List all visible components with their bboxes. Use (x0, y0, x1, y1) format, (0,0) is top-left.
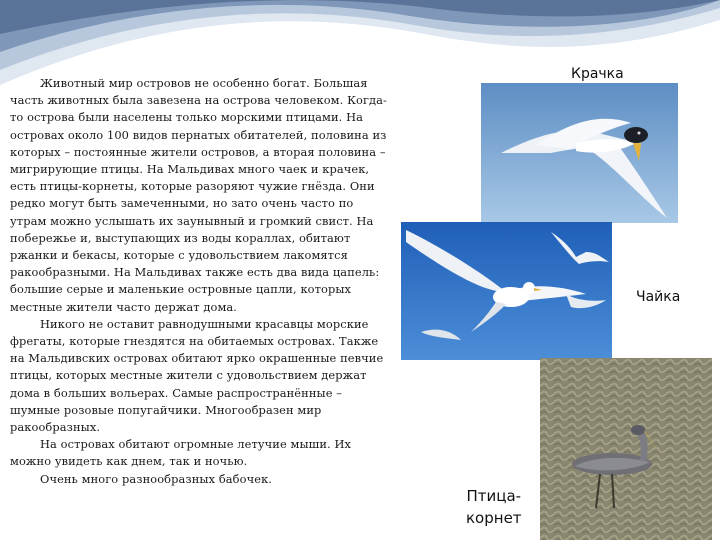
gull-photo (401, 222, 612, 360)
caption-gull: Чайка (636, 289, 681, 305)
paragraph: Животный мир островов не особенно богат. Большая часть животных была завезена на острова человеком. Когда-то острова были населены только морскими птицами. На островах около 100 видов пернатых обитателей, половина из которых – постоянные жители островов, а вторая половина – мигрирующие птицы. На Мальдивах много чаек и крачек, есть птицы-корнеты, которые разоряют чужие гнёзда. Они редко могут быть замеченными, но зато очень часто по утрам можно услышать их заунывный и громкий свист. На побережье и, выступающих из воды кораллах, обитают ржанки и бекасы, которые с удовольствием лакомятся ракообразными. На Мальдивах также есть два вида цапель: большие серые и маленькие островные цапли, которых местные жители часто держат дома. (10, 76, 387, 314)
heron-photo (540, 358, 712, 540)
paragraph: На островах обитают огромные летучие мыши. Их можно увидеть как днем, так и ночью. (10, 437, 352, 469)
body-text (10, 75, 392, 488)
caption-heron-line2: корнет (466, 509, 522, 527)
caption-heron (466, 485, 522, 529)
paragraph: Очень много разнообразных бабочек. (40, 471, 273, 486)
caption-tern: Крачка (571, 66, 624, 82)
paragraph: Никого не оставит равнодушными красавцы морские фрегаты, которые гнездятся на обитаемых островах. Также на Мальдивских островах обитают ярко окрашенные певчие птицы, которых местные жители с удовольствием держат дома в больших вольерах. Самые распространённые – шумные розовые попугайчики. Многообразен мир ракообразных. (10, 316, 384, 435)
caption-heron-line1: Птица- (466, 487, 522, 505)
tern-photo (481, 83, 678, 223)
